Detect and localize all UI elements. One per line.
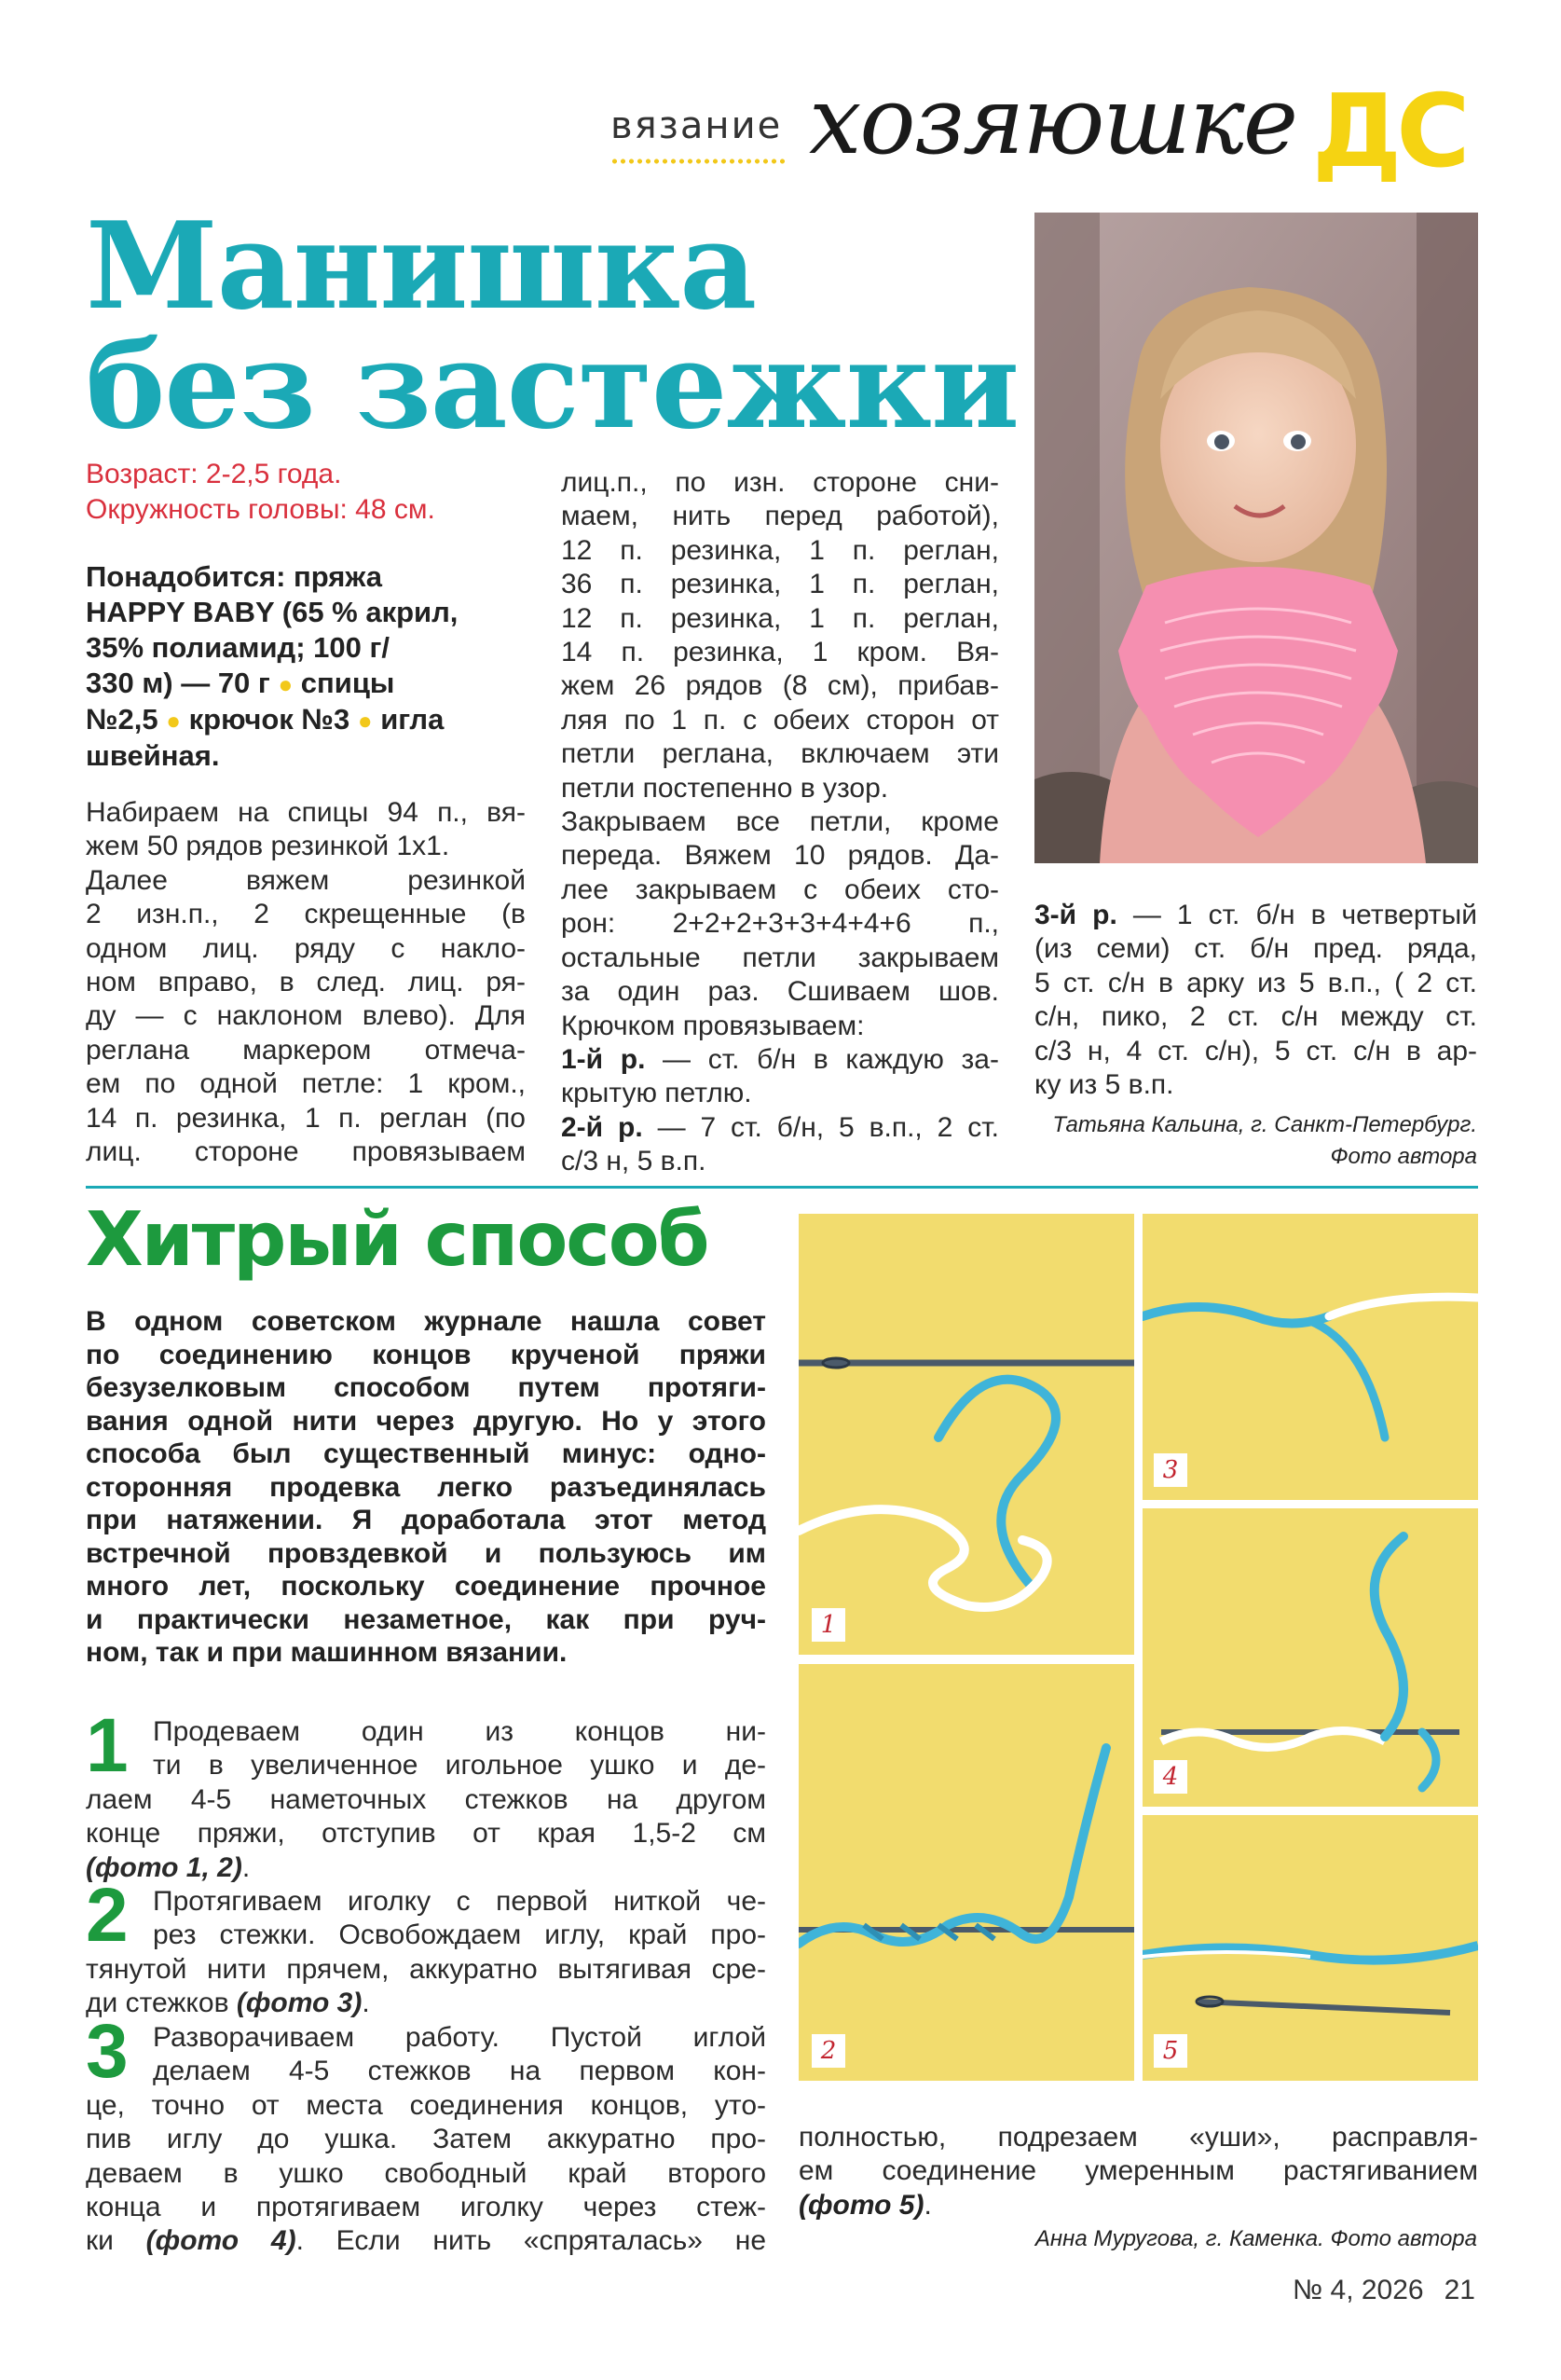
page-footer <box>1293 2275 1475 2306</box>
text-line: конце пряжи, отступив от края 1,5-2 см <box>86 1818 766 1850</box>
step-photo-3 <box>1143 1214 1478 1500</box>
text-line: с/3 н, 5 в.п. <box>561 1146 706 1177</box>
section-divider <box>86 1186 1478 1189</box>
step-3 <box>86 2009 766 2259</box>
step-photo-4 <box>1143 1508 1478 1807</box>
text-line: (фото 5). <box>799 2189 932 2221</box>
instructions-column-2 <box>561 466 999 1179</box>
text-line: реглана маркером отмеча- <box>86 1034 526 1066</box>
text-line: ти в увеличенное игольное ушко и де- <box>153 1750 766 1782</box>
text-line: деваем в ушко свободный край второго <box>86 2157 766 2189</box>
head-circumference-text: Окружность головы: 48 см. <box>86 494 435 525</box>
issue-number: № 4, 2026 <box>1293 2275 1424 2305</box>
magazine-name: хозяюшке <box>809 66 1297 175</box>
text-line: делаем 4-5 стежков на первом кон- <box>153 2056 766 2087</box>
text-line: лиц.п., по изн. стороне сни- <box>561 467 999 498</box>
step-3-continuation <box>799 2121 1478 2222</box>
text-line: Набираем на спицы 94 п., вя- <box>86 797 526 828</box>
text-line: В одном советском журнале нашла совет <box>86 1306 766 1337</box>
step-1 <box>86 1703 766 1885</box>
text-line: петли реглана, включаем эти <box>561 738 999 770</box>
text-line: ном вправо, в след. лиц. ря- <box>86 967 526 998</box>
text-line: маем, нить перед работой), <box>561 501 999 532</box>
section-label: вязание <box>610 104 783 147</box>
text-line: рез стежки. Освобождаем иглу, край про- <box>153 1919 766 1951</box>
text-line: вания одной нити через другую. Но у этого <box>86 1405 766 1437</box>
instructions-column-3 <box>1034 899 1477 1102</box>
photo-number-label: 2 <box>812 2034 845 2068</box>
text-line: ди стежков (фото 3). <box>86 1988 370 2019</box>
materials-line: HAPPY BABY (65 % акрил, <box>86 596 459 628</box>
text-line: с/н, пико, 2 ст. с/н между ст. <box>1034 1001 1477 1033</box>
page-number: 21 <box>1444 2275 1475 2305</box>
text-line: Протягиваем иголку с первой ниткой че- <box>153 1886 766 1917</box>
tip-title: Хитрый способ <box>86 1196 708 1283</box>
text-line: сторонняя продевка легко разъединялась <box>86 1471 766 1503</box>
step-2 <box>86 1873 766 2021</box>
text-line: встречной провздевкой и пользуюсь им <box>86 1537 766 1569</box>
text-line: много лет, поскольку соединение прочное <box>86 1571 766 1602</box>
text-line: пив иглу до ушка. Затем аккуратно про- <box>86 2124 766 2155</box>
text-line: по соединению концов крученой пряжи <box>86 1339 766 1370</box>
step-photo-1 <box>799 1214 1134 1655</box>
materials-line: 35% полиамид; 100 г/ <box>86 631 390 664</box>
step-photo-5 <box>1143 1815 1478 2081</box>
text-line: петли постепенно в узор. <box>561 772 889 804</box>
materials-line: швейная. <box>86 739 220 772</box>
step-number: 1 <box>86 1703 129 1788</box>
text-line: ем по одной петле: 1 кром., <box>86 1068 526 1100</box>
step-number: 2 <box>86 1873 129 1958</box>
text-line: и практически незаметное, как при руч- <box>86 1603 766 1635</box>
text-line: безузелковым способом путем протяги- <box>86 1372 766 1403</box>
magazine-logo: ДС <box>1312 74 1465 190</box>
text-line: лаем 4-5 наметочных стежков на другом <box>86 1783 766 1815</box>
text-line: 5 ст. с/н в арку из 5 в.п., ( 2 ст. <box>1034 967 1477 998</box>
text-line: 12 п. резинка, 1 п. реглан, <box>561 602 999 634</box>
title-line: без застежки <box>86 316 1019 456</box>
text-line: лиц. стороне провязываем <box>86 1136 526 1168</box>
text-line: Продеваем один из концов ни- <box>153 1716 766 1747</box>
article-credit <box>1052 1109 1477 1173</box>
photo-number-label: 4 <box>1154 1760 1187 1794</box>
row-1-line: 1-й р. — ст. б/н в каждую за- <box>561 1043 999 1075</box>
text-line: ду — с наклоном влево). Для <box>86 1000 526 1032</box>
text-line: 2 изн.п., 2 скрещенные (в <box>86 899 526 930</box>
text-line: крытую петлю. <box>561 1078 752 1109</box>
text-line: ки (фото 4). Если нить «спряталась» не <box>86 2225 766 2257</box>
text-line: остальные петли закрываем <box>561 942 999 973</box>
photo-number-label: 1 <box>812 1608 845 1642</box>
materials-list <box>86 559 524 774</box>
text-line: це, точно от места соединения концов, уто- <box>86 2089 766 2121</box>
step-number: 3 <box>86 2009 129 2094</box>
article-title <box>86 197 1019 456</box>
text-line: за один раз. Сшиваем шов. <box>561 976 999 1008</box>
text-line: жем 26 рядов (8 см), прибав- <box>561 670 999 702</box>
text-line: ном, так и при машинном вязании. <box>86 1637 568 1668</box>
bullet-icon: ● <box>357 707 373 735</box>
text-line: полностью, подрезаем «уши», расправля- <box>799 2122 1478 2153</box>
text-line: Крючком провязываем: <box>561 1010 865 1041</box>
step-photo-2 <box>799 1664 1134 2081</box>
text-line: жем 50 рядов резинкой 1х1. <box>86 831 450 862</box>
text-line: ляя по 1 п. с обеих сторон от <box>561 704 999 736</box>
materials-line: 330 м) — 70 г ● спицы <box>86 667 395 699</box>
text-line: с/3 н, 4 ст. с/н), 5 ст. с/н в ар- <box>1034 1035 1477 1066</box>
text-line: способа был существенный минус: одно- <box>86 1438 766 1469</box>
size-info <box>86 457 552 528</box>
girl-photo <box>1034 213 1478 863</box>
author-credit: Татьяна Кальина, г. Санкт-Петербург. <box>1052 1112 1477 1137</box>
photo-number-label: 5 <box>1154 2034 1187 2068</box>
section-dots-decoration <box>610 158 787 164</box>
age-text: Возраст: 2-2,5 года. <box>86 459 342 489</box>
text-line: переда. Вяжем 10 рядов. Да- <box>561 840 999 872</box>
text-line: Разворачиваем работу. Пустой иглой <box>153 2022 766 2053</box>
row-3-line: 3-й р. — 1 ст. б/н в четвертый <box>1034 900 1477 930</box>
title-line: Манишка <box>86 197 757 337</box>
text-line: (фото 1, 2). <box>86 1851 251 1883</box>
text-line: одном лиц. ряду с накло- <box>86 932 526 964</box>
tip-credit: Анна Муругова, г. Каменка. Фото автора <box>1034 2226 1477 2251</box>
text-line: при натяжении. Я доработала этот метод <box>86 1505 766 1535</box>
text-line: рон: 2+2+2+3+3+4+4+6 п., <box>561 908 999 940</box>
photo-number-label: 3 <box>1154 1453 1187 1487</box>
text-line: Далее вяжем резинкой <box>86 864 526 896</box>
text-line: (из семи) ст. б/н пред. ряда, <box>1034 933 1477 965</box>
text-line: ку из 5 в.п. <box>1034 1069 1174 1101</box>
text-line: тянутой нити прячем, аккуратно вытягивая сре- <box>86 1953 766 1985</box>
text-line: 14 п. резинка, 1 кром. Вя- <box>561 637 999 668</box>
text-line: лее закрываем с обеих сто- <box>561 874 999 905</box>
text-line: 36 п. резинка, 1 п. реглан, <box>561 569 999 600</box>
materials-line: №2,5 ● крючок №3 ● игла <box>86 703 445 736</box>
instructions-column-1 <box>86 796 526 1169</box>
materials-line: Понадобится: пряжа <box>86 560 382 593</box>
text-line: 14 п. резинка, 1 п. реглан (по <box>86 1102 526 1134</box>
tip-intro <box>86 1305 766 1670</box>
bullet-icon: ● <box>278 670 294 698</box>
text-line: 12 п. резинка, 1 п. реглан, <box>561 534 999 566</box>
row-2-line: 2-й р. — 7 ст. б/н, 5 в.п., 2 ст. <box>561 1111 999 1143</box>
photo-credit: Фото автора <box>1330 1144 1477 1169</box>
text-line: ем соединение умеренным растягиванием <box>799 2155 1478 2187</box>
text-line: конца и протягиваем иголку через стеж- <box>86 2192 766 2223</box>
bullet-icon: ● <box>166 707 181 735</box>
text-line: Закрываем все петли, кроме <box>561 806 999 838</box>
